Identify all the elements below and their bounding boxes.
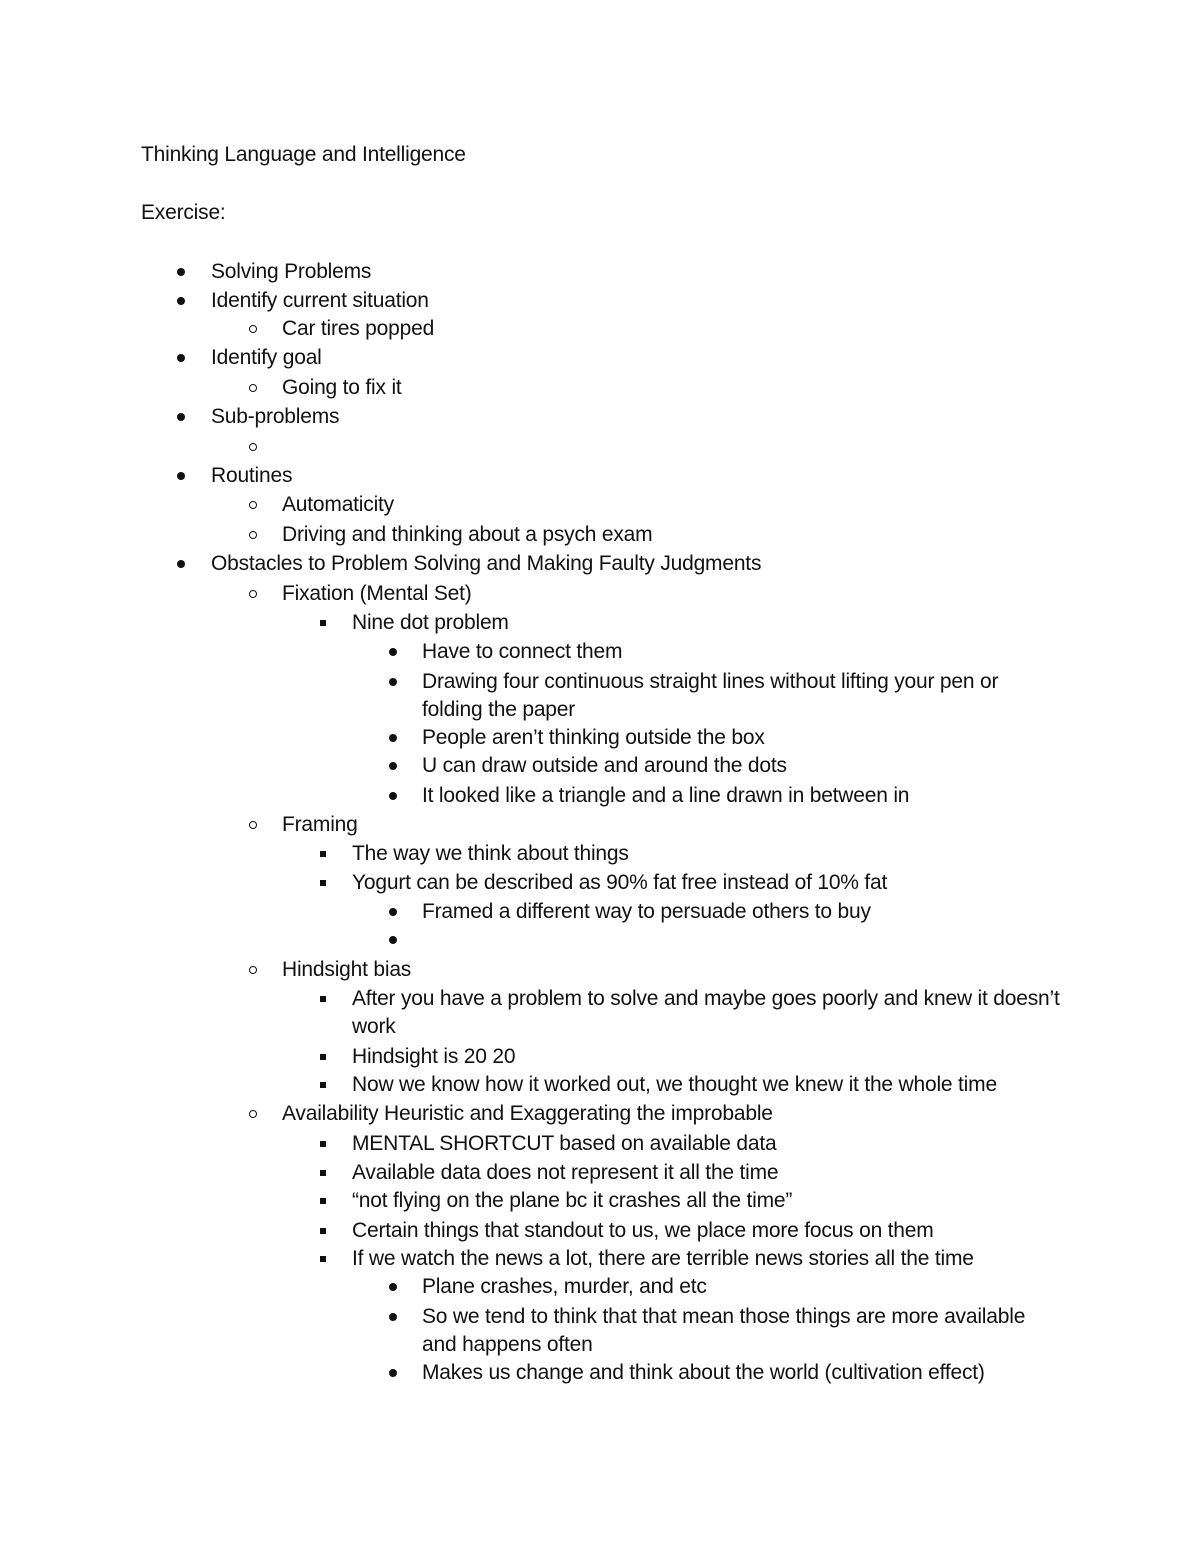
list-item-text: If we watch the news a lot, there are terrible news stories all the time [352, 1247, 974, 1270]
square-bullet-icon [316, 876, 330, 890]
list-item-text: Sub-problems [211, 405, 340, 428]
square-bullet-icon [316, 1078, 330, 1092]
disc-bullet-icon [386, 933, 400, 947]
circle-bullet-icon [246, 587, 260, 601]
disc-bullet-icon [386, 759, 400, 773]
disc-bullet-icon [386, 1280, 400, 1294]
list-item-text: MENTAL SHORTCUT based on available data [352, 1132, 777, 1155]
disc-bullet-icon [174, 351, 188, 365]
disc-bullet-icon [174, 469, 188, 483]
list-item-text: Identify current situation [211, 289, 429, 312]
disc-bullet-icon [174, 294, 188, 308]
disc-bullet-icon [386, 789, 400, 803]
list-item-text: Nine dot problem [352, 611, 509, 634]
list-item-text: Fixation (Mental Set) [282, 582, 472, 605]
list-item-text: Drawing four continuous straight lines without lifting your pen or folding the paper [422, 670, 999, 721]
disc-bullet-icon [386, 1310, 400, 1324]
list-item-text: After you have a problem to solve and maybe goes poorly and knew it doesn’t work [352, 987, 1060, 1038]
list-item-text: Solving Problems [211, 260, 372, 283]
exercise-label: Exercise: [141, 201, 226, 224]
square-bullet-icon [316, 1252, 330, 1266]
list-item-text: U can draw outside and around the dots [422, 754, 787, 777]
list-item-text: Routines [211, 464, 293, 487]
square-bullet-icon [316, 1166, 330, 1180]
list-item-text: Now we know how it worked out, we thought we knew it the whole time [352, 1073, 997, 1096]
circle-bullet-icon [246, 528, 260, 542]
list-item-text: Framing [282, 813, 358, 836]
list-item-text: Going to fix it [282, 376, 402, 399]
list-item-text: Framed a different way to persuade others to buy [422, 900, 871, 923]
list-item-text: Obstacles to Problem Solving and Making Faulty Judgments [211, 552, 762, 575]
list-item-text: Hindsight bias [282, 958, 412, 981]
square-bullet-icon [316, 1137, 330, 1151]
list-item-text: Certain things that standout to us, we place more focus on them [352, 1219, 934, 1242]
disc-bullet-icon [386, 905, 400, 919]
circle-bullet-icon [246, 963, 260, 977]
list-item-text: Car tires popped [282, 317, 435, 340]
list-item-text: It looked like a triangle and a line drawn in between in [422, 784, 910, 807]
disc-bullet-icon [174, 410, 188, 424]
list-item-text: Automaticity [282, 493, 394, 516]
document-title: Thinking Language and Intelligence [141, 143, 466, 166]
square-bullet-icon [316, 1050, 330, 1064]
square-bullet-icon [316, 1224, 330, 1238]
square-bullet-icon [316, 1194, 330, 1208]
disc-bullet-icon [386, 1366, 400, 1380]
circle-bullet-icon [246, 818, 260, 832]
list-item-text: So we tend to think that that mean those things are more available and happens often [422, 1305, 1026, 1356]
circle-bullet-icon [246, 440, 260, 454]
disc-bullet-icon [386, 645, 400, 659]
circle-bullet-icon [246, 1107, 260, 1121]
square-bullet-icon [316, 847, 330, 861]
disc-bullet-icon [174, 265, 188, 279]
list-item-text: Hindsight is 20 20 [352, 1045, 516, 1068]
list-item-text: Available data does not represent it all the time [352, 1161, 779, 1184]
circle-bullet-icon [246, 381, 260, 395]
square-bullet-icon [316, 992, 330, 1006]
list-item-text: Driving and thinking about a psych exam [282, 523, 653, 546]
disc-bullet-icon [386, 675, 400, 689]
square-bullet-icon [316, 616, 330, 630]
list-item-text: Yogurt can be described as 90% fat free instead of 10% fat [352, 871, 888, 894]
list-item-text: “not flying on the plane bc it crashes all the time” [352, 1189, 793, 1212]
list-item-text: People aren’t thinking outside the box [422, 726, 765, 749]
disc-bullet-icon [386, 731, 400, 745]
circle-bullet-icon [246, 498, 260, 512]
circle-bullet-icon [246, 322, 260, 336]
list-item-text: Makes us change and think about the world (cultivation effect) [422, 1361, 985, 1384]
list-item-text: Plane crashes, murder, and etc [422, 1275, 707, 1298]
list-item-text: Identify goal [211, 346, 322, 369]
list-item-text: Availability Heuristic and Exaggerating the improbable [282, 1102, 773, 1125]
list-item-text: Have to connect them [422, 640, 623, 663]
list-item-text: The way we think about things [352, 842, 629, 865]
disc-bullet-icon [174, 557, 188, 571]
